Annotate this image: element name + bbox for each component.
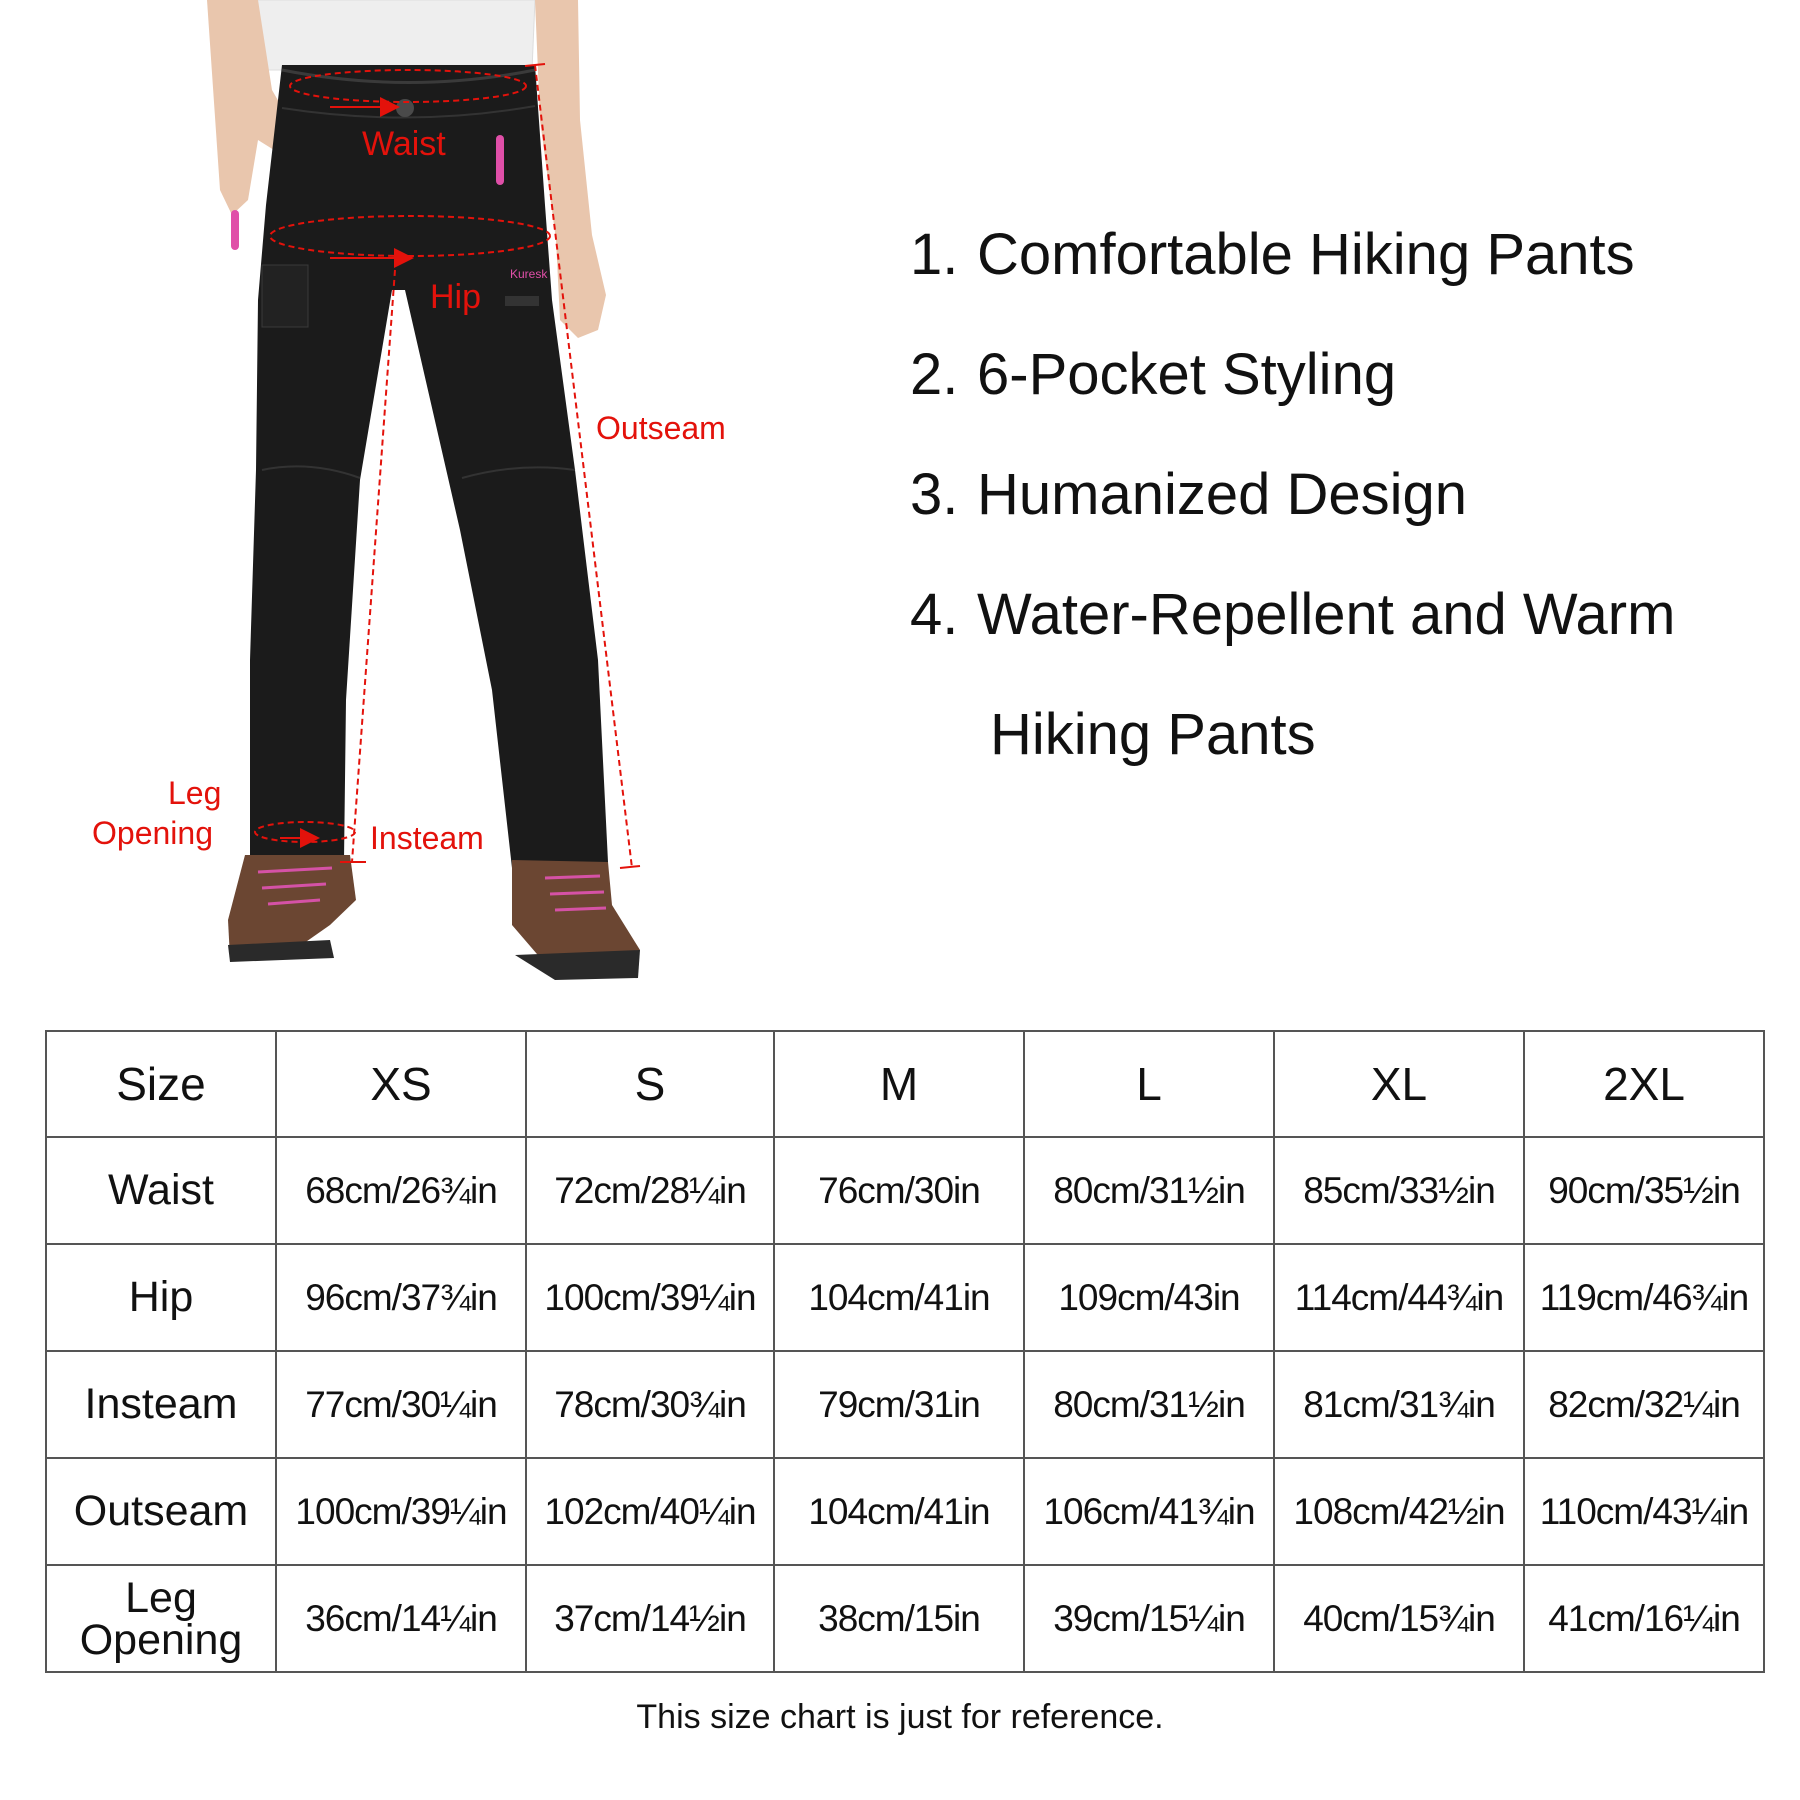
insteam-label: Insteam xyxy=(370,820,484,856)
table-cell: 72cm/28¼in xyxy=(526,1137,774,1244)
table-row-outseam xyxy=(46,1458,1764,1565)
zip-pocket-shape xyxy=(505,296,539,306)
row-label: Waist xyxy=(46,1137,276,1244)
table-cell: 102cm/40¼in xyxy=(526,1458,774,1565)
row-label: Hip xyxy=(46,1244,276,1351)
feature-item xyxy=(910,435,1675,555)
table-cell: 90cm/35½in xyxy=(1524,1137,1764,1244)
table-cell: 109cm/43in xyxy=(1024,1244,1274,1351)
table-row-leg-opening xyxy=(46,1565,1764,1672)
table-row-hip xyxy=(46,1244,1764,1351)
table-cell: 82cm/32¼in xyxy=(1524,1351,1764,1458)
feature-text: Humanized Design xyxy=(977,462,1468,527)
feature-list xyxy=(910,195,1675,795)
table-cell: 41cm/16¼in xyxy=(1524,1565,1764,1672)
table-cell: 76cm/30in xyxy=(774,1137,1024,1244)
feature-text: Water-Repellent and Warm xyxy=(977,582,1676,647)
size-chart-table xyxy=(45,1030,1765,1673)
table-cell: 108cm/42½in xyxy=(1274,1458,1524,1565)
table-row-waist xyxy=(46,1137,1764,1244)
feature-number: 3. xyxy=(910,462,959,527)
leg-opening-label-line2: Opening xyxy=(92,815,213,851)
row-label-line1: Leg xyxy=(125,1573,197,1622)
table-cell: 104cm/41in xyxy=(774,1458,1024,1565)
shirt-shape xyxy=(255,0,535,70)
table-cell: 119cm/46¾in xyxy=(1524,1244,1764,1351)
product-figure xyxy=(0,0,800,1000)
table-header-row xyxy=(46,1031,1764,1137)
header-size: Size xyxy=(46,1031,276,1137)
table-cell: 40cm/15¾in xyxy=(1274,1565,1524,1672)
row-label: Insteam xyxy=(46,1351,276,1458)
zipper-pull-shape xyxy=(496,135,504,185)
header-l: L xyxy=(1024,1031,1274,1137)
hip-label: Hip xyxy=(430,278,482,316)
leg-opening-label-line1: Leg xyxy=(168,775,222,811)
zipper-pull-shape xyxy=(231,210,239,250)
table-cell: 36cm/14¼in xyxy=(276,1565,526,1672)
row-label: Outseam xyxy=(46,1458,276,1565)
table-row-insteam xyxy=(46,1351,1764,1458)
table-cell: 78cm/30¾in xyxy=(526,1351,774,1458)
header-s: S xyxy=(526,1031,774,1137)
header-2xl: 2XL xyxy=(1524,1031,1764,1137)
waist-label: Waist xyxy=(362,125,446,163)
header-xs: XS xyxy=(276,1031,526,1137)
header-xl: XL xyxy=(1274,1031,1524,1137)
feature-number: 4. xyxy=(910,582,959,647)
table-cell: 110cm/43¼in xyxy=(1524,1458,1764,1565)
cargo-pocket-shape xyxy=(262,265,308,327)
feature-item xyxy=(910,195,1675,315)
table-cell: 77cm/30¼in xyxy=(276,1351,526,1458)
table-cell: 38cm/15in xyxy=(774,1565,1024,1672)
table-cell: 68cm/26¾in xyxy=(276,1137,526,1244)
table-cell: 85cm/33½in xyxy=(1274,1137,1524,1244)
table-cell: 100cm/39¼in xyxy=(526,1244,774,1351)
table-cell: 80cm/31½in xyxy=(1024,1351,1274,1458)
row-label-line2: Opening xyxy=(79,1615,243,1664)
feature-text: Hiking Pants xyxy=(990,702,1316,767)
table-cell: 37cm/14½in xyxy=(526,1565,774,1672)
table-cell: 39cm/15¼in xyxy=(1024,1565,1274,1672)
table-cell: 81cm/31¾in xyxy=(1274,1351,1524,1458)
table-cell: 106cm/41¾in xyxy=(1024,1458,1274,1565)
table-cell: 104cm/41in xyxy=(774,1244,1024,1351)
outseam-label: Outseam xyxy=(596,410,726,446)
header-m: M xyxy=(774,1031,1024,1137)
feature-number: 1. xyxy=(910,222,959,287)
feature-number: 2. xyxy=(910,342,959,407)
row-label xyxy=(46,1565,276,1672)
brand-mark: Kuresk xyxy=(510,267,548,281)
table-cell: 79cm/31in xyxy=(774,1351,1024,1458)
feature-item xyxy=(910,315,1675,435)
feature-item-continuation xyxy=(910,675,1675,795)
table-cell: 114cm/44¾in xyxy=(1274,1244,1524,1351)
feature-text: Comfortable Hiking Pants xyxy=(977,222,1635,287)
table-cell: 96cm/37¾in xyxy=(276,1244,526,1351)
table-cell: 80cm/31½in xyxy=(1024,1137,1274,1244)
feature-item xyxy=(910,555,1675,675)
feature-text: 6-Pocket Styling xyxy=(977,342,1397,407)
reference-note: This size chart is just for reference. xyxy=(636,1698,1164,1736)
table-cell: 100cm/39¼in xyxy=(276,1458,526,1565)
